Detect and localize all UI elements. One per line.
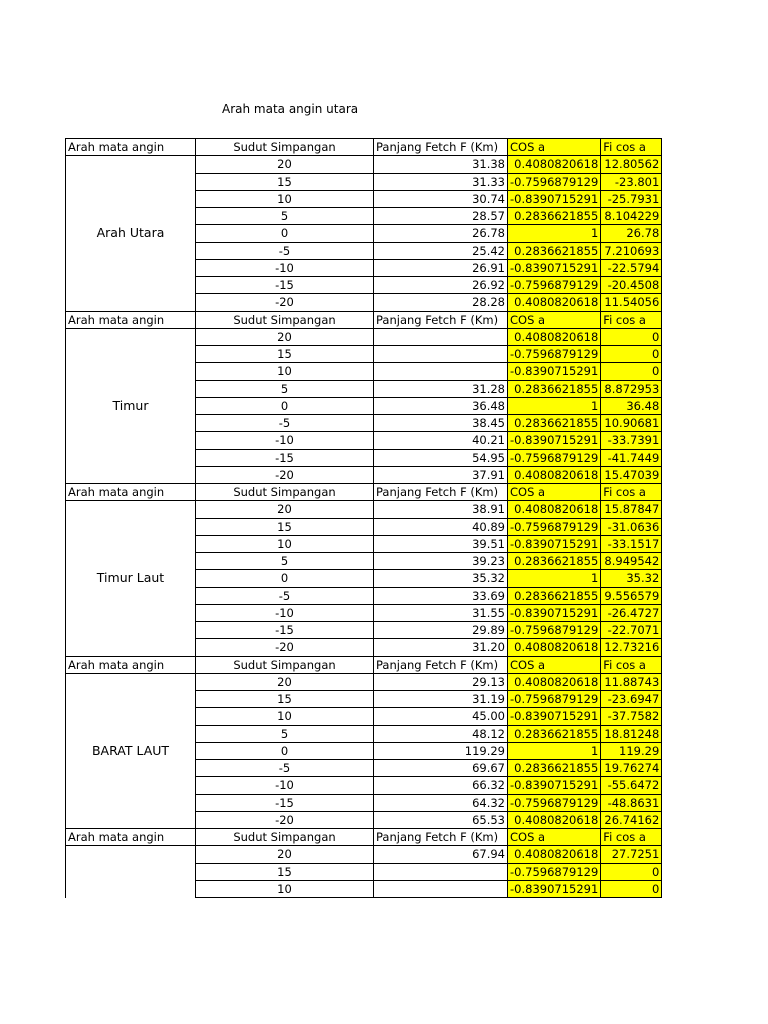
ficos-cell[interactable]: 0 [601,863,662,880]
fetch-cell[interactable]: 31.33 [374,173,508,190]
header-fetch[interactable]: Panjang Fetch F (Km) [374,484,508,501]
angle-cell[interactable]: 20 [196,501,374,518]
angle-cell[interactable]: -15 [196,794,374,811]
header-direction[interactable]: Arah mata angin [66,829,196,846]
ficos-cell[interactable]: 26.74162 [601,811,662,828]
angle-cell[interactable]: 15 [196,863,374,880]
cos-cell[interactable]: 0.4080820618 [508,466,601,483]
angle-cell[interactable]: -20 [196,466,374,483]
cos-cell[interactable]: 0.2836621855 [508,725,601,742]
angle-cell[interactable]: 5 [196,553,374,570]
section-header-row [66,829,662,846]
direction-cell[interactable] [66,673,196,828]
angle-cell[interactable]: 20 [196,673,374,690]
angle-cell[interactable]: -5 [196,242,374,259]
ficos-cell[interactable]: 0 [601,880,662,897]
fetch-table-body [66,139,662,898]
angle-cell[interactable]: -15 [196,622,374,639]
angle-cell[interactable]: -20 [196,811,374,828]
fetch-cell[interactable]: 31.19 [374,691,508,708]
header-fetch[interactable]: Panjang Fetch F (Km) [374,829,508,846]
header-direction[interactable]: Arah mata angin [66,484,196,501]
cos-cell[interactable]: -0.7596879129 [508,277,601,294]
fetch-cell[interactable]: 31.38 [374,156,508,173]
cos-cell[interactable]: -0.8390715291 [508,190,601,207]
cos-cell[interactable]: -0.7596879129 [508,518,601,535]
angle-cell[interactable]: 5 [196,208,374,225]
cos-cell[interactable]: 0.2836621855 [508,760,601,777]
cos-cell[interactable]: -0.7596879129 [508,346,601,363]
ficos-cell[interactable]: -23.801 [601,173,662,190]
fetch-cell[interactable]: 29.13 [374,673,508,690]
header-direction[interactable]: Arah mata angin [66,139,196,156]
header-ficos[interactable]: Fi cos a [601,484,662,501]
header-ficos[interactable]: Fi cos a [601,656,662,673]
fetch-cell[interactable]: 29.89 [374,622,508,639]
cos-cell[interactable]: 0.2836621855 [508,415,601,432]
fetch-cell[interactable]: 64.32 [374,794,508,811]
header-angle[interactable]: Sudut Simpangan [196,656,374,673]
cos-cell[interactable]: 0.4080820618 [508,673,601,690]
cos-cell[interactable]: -0.7596879129 [508,449,601,466]
fetch-cell[interactable]: 28.28 [374,294,508,311]
fetch-cell[interactable]: 31.20 [374,639,508,656]
ficos-cell[interactable]: 26.78 [601,225,662,242]
cos-cell[interactable]: -0.7596879129 [508,794,601,811]
direction-label: Timur [112,397,149,413]
angle-cell[interactable]: 10 [196,708,374,725]
ficos-cell[interactable]: 11.88743 [601,673,662,690]
direction-label: BARAT LAUT [91,742,170,758]
direction-cell[interactable] [66,156,196,311]
angle-cell[interactable]: 0 [196,570,374,587]
header-ficos[interactable]: Fi cos a [601,139,662,156]
fetch-cell[interactable] [374,363,508,380]
angle-cell[interactable]: 5 [196,380,374,397]
cos-cell[interactable]: 0.4080820618 [508,156,601,173]
ficos-cell[interactable]: -33.7391 [601,432,662,449]
header-fetch[interactable]: Panjang Fetch F (Km) [374,311,508,328]
angle-cell[interactable]: 20 [196,846,374,863]
ficos-cell[interactable]: 19.76274 [601,760,662,777]
angle-cell[interactable]: -5 [196,587,374,604]
table-row [66,673,662,690]
table-row [66,501,662,518]
fetch-cell[interactable]: 39.51 [374,535,508,552]
cos-cell[interactable]: -0.8390715291 [508,535,601,552]
cos-cell[interactable]: 1 [508,397,601,414]
ficos-cell[interactable]: 7.210693 [601,242,662,259]
ficos-cell[interactable]: 35.32 [601,570,662,587]
fetch-cell[interactable]: 65.53 [374,811,508,828]
cos-cell[interactable]: 0.2836621855 [508,587,601,604]
angle-cell[interactable]: 15 [196,691,374,708]
ficos-cell[interactable]: -26.4727 [601,604,662,621]
ficos-cell[interactable]: 18.81248 [601,725,662,742]
direction-label: Arah Utara [96,225,165,241]
fetch-cell[interactable]: 38.91 [374,501,508,518]
fetch-cell[interactable]: 26.92 [374,277,508,294]
angle-cell[interactable]: -20 [196,639,374,656]
fetch-cell[interactable]: 45.00 [374,708,508,725]
section-header-row [66,656,662,673]
header-fetch[interactable]: Panjang Fetch F (Km) [374,139,508,156]
ficos-cell[interactable]: -20.4508 [601,277,662,294]
angle-cell[interactable]: 20 [196,156,374,173]
angle-cell[interactable]: 15 [196,518,374,535]
table-row [66,328,662,345]
ficos-cell[interactable]: 36.48 [601,397,662,414]
ficos-cell[interactable]: 11.54056 [601,294,662,311]
cos-cell[interactable]: -0.7596879129 [508,173,601,190]
cos-cell[interactable]: 1 [508,570,601,587]
angle-cell[interactable]: 10 [196,880,374,897]
direction-cell[interactable] [66,328,196,483]
ficos-cell[interactable]: -23.6947 [601,691,662,708]
angle-cell[interactable]: -10 [196,777,374,794]
ficos-cell[interactable]: 15.47039 [601,466,662,483]
header-cos[interactable]: COS a [508,484,601,501]
cos-cell[interactable]: 0.4080820618 [508,328,601,345]
ficos-cell[interactable]: -48.8631 [601,794,662,811]
sheet-title: Arah mata angin utara [222,102,359,116]
header-direction[interactable]: Arah mata angin [66,311,196,328]
cos-cell[interactable]: 0.2836621855 [508,208,601,225]
angle-cell[interactable]: -15 [196,277,374,294]
angle-cell[interactable]: 0 [196,225,374,242]
section-header-row [66,139,662,156]
ficos-cell[interactable]: 10.90681 [601,415,662,432]
fetch-cell[interactable]: 66.32 [374,777,508,794]
header-fetch[interactable]: Panjang Fetch F (Km) [374,656,508,673]
cos-cell[interactable]: 0.4080820618 [508,294,601,311]
fetch-table [65,138,662,898]
cos-cell[interactable]: -0.8390715291 [508,604,601,621]
ficos-cell[interactable]: -33.1517 [601,535,662,552]
header-angle[interactable]: Sudut Simpangan [196,484,374,501]
ficos-cell[interactable]: -31.0636 [601,518,662,535]
ficos-cell[interactable]: 119.29 [601,742,662,759]
angle-cell[interactable]: 15 [196,346,374,363]
fetch-cell[interactable]: 25.42 [374,242,508,259]
fetch-cell[interactable]: 38.45 [374,415,508,432]
fetch-cell[interactable]: 31.55 [374,604,508,621]
direction-cell[interactable] [66,846,196,898]
angle-cell[interactable]: -5 [196,415,374,432]
fetch-cell[interactable]: 36.48 [374,397,508,414]
ficos-cell[interactable]: -22.5794 [601,259,662,276]
fetch-cell[interactable]: 30.74 [374,190,508,207]
cos-cell[interactable]: 0.4080820618 [508,501,601,518]
header-angle[interactable]: Sudut Simpangan [196,311,374,328]
fetch-cell[interactable]: 35.32 [374,570,508,587]
ficos-cell[interactable]: 12.73216 [601,639,662,656]
fetch-cell[interactable]: 28.57 [374,208,508,225]
ficos-cell[interactable]: -55.6472 [601,777,662,794]
fetch-cell[interactable]: 67.94 [374,846,508,863]
fetch-cell[interactable] [374,346,508,363]
fetch-cell[interactable]: 33.69 [374,587,508,604]
cos-cell[interactable]: -0.8390715291 [508,259,601,276]
angle-cell[interactable]: 15 [196,173,374,190]
direction-cell[interactable] [66,501,196,656]
angle-cell[interactable]: -15 [196,449,374,466]
angle-cell[interactable]: 10 [196,363,374,380]
ficos-cell[interactable]: 15.87847 [601,501,662,518]
cos-cell[interactable]: 0.4080820618 [508,639,601,656]
angle-cell[interactable]: 0 [196,397,374,414]
ficos-cell[interactable]: -37.7582 [601,708,662,725]
header-angle[interactable]: Sudut Simpangan [196,139,374,156]
ficos-cell[interactable]: 0 [601,346,662,363]
ficos-cell[interactable]: -22.7071 [601,622,662,639]
cos-cell[interactable]: 0.2836621855 [508,553,601,570]
cos-cell[interactable]: -0.8390715291 [508,777,601,794]
header-ficos[interactable]: Fi cos a [601,829,662,846]
table-row [66,156,662,173]
fetch-cell[interactable]: 40.89 [374,518,508,535]
cos-cell[interactable]: -0.7596879129 [508,622,601,639]
ficos-cell[interactable]: -41.7449 [601,449,662,466]
angle-cell[interactable]: -20 [196,294,374,311]
cos-cell[interactable]: -0.8390715291 [508,708,601,725]
cos-cell[interactable]: 0.4080820618 [508,846,601,863]
ficos-cell[interactable]: -25.7931 [601,190,662,207]
fetch-cell[interactable]: 54.95 [374,449,508,466]
angle-cell[interactable]: 10 [196,535,374,552]
header-cos[interactable]: COS a [508,829,601,846]
cos-cell[interactable]: -0.8390715291 [508,363,601,380]
fetch-cell[interactable]: 26.78 [374,225,508,242]
fetch-cell[interactable]: 48.12 [374,725,508,742]
ficos-cell[interactable]: 8.949542 [601,553,662,570]
cos-cell[interactable]: -0.8390715291 [508,432,601,449]
angle-cell[interactable]: -10 [196,604,374,621]
cos-cell[interactable]: 0.4080820618 [508,811,601,828]
header-direction[interactable]: Arah mata angin [66,656,196,673]
header-ficos[interactable]: Fi cos a [601,311,662,328]
ficos-cell[interactable]: 0 [601,328,662,345]
cos-cell[interactable]: 0.2836621855 [508,242,601,259]
fetch-cell[interactable] [374,328,508,345]
angle-cell[interactable]: -10 [196,259,374,276]
table-row [66,846,662,863]
direction-label: Timur Laut [96,570,165,586]
fetch-cell[interactable]: 31.28 [374,380,508,397]
angle-cell[interactable]: -5 [196,760,374,777]
section-header-row [66,484,662,501]
fetch-cell[interactable] [374,880,508,897]
cos-cell[interactable]: -0.8390715291 [508,880,601,897]
header-cos[interactable]: COS a [508,656,601,673]
fetch-cell[interactable]: 119.29 [374,742,508,759]
fetch-cell[interactable] [374,863,508,880]
cos-cell[interactable]: 0.2836621855 [508,380,601,397]
cos-cell[interactable]: 1 [508,225,601,242]
angle-cell[interactable]: 10 [196,190,374,207]
ficos-cell[interactable]: 27.7251 [601,846,662,863]
ficos-cell[interactable]: 9.556579 [601,587,662,604]
fetch-cell[interactable]: 39.23 [374,553,508,570]
fetch-cell[interactable]: 26.91 [374,259,508,276]
fetch-cell[interactable]: 69.67 [374,760,508,777]
header-angle[interactable]: Sudut Simpangan [196,829,374,846]
angle-cell[interactable]: 5 [196,725,374,742]
cos-cell[interactable]: -0.7596879129 [508,691,601,708]
ficos-cell[interactable]: 8.872953 [601,380,662,397]
ficos-cell[interactable]: 0 [601,363,662,380]
fetch-cell[interactable]: 40.21 [374,432,508,449]
section-header-row [66,311,662,328]
ficos-cell[interactable]: 12.80562 [601,156,662,173]
angle-cell[interactable]: 0 [196,742,374,759]
fetch-cell[interactable]: 37.91 [374,466,508,483]
angle-cell[interactable]: 20 [196,328,374,345]
cos-cell[interactable]: 1 [508,742,601,759]
angle-cell[interactable]: -10 [196,432,374,449]
header-cos[interactable]: COS a [508,311,601,328]
ficos-cell[interactable]: 8.104229 [601,208,662,225]
header-cos[interactable]: COS a [508,139,601,156]
cos-cell[interactable]: -0.7596879129 [508,863,601,880]
